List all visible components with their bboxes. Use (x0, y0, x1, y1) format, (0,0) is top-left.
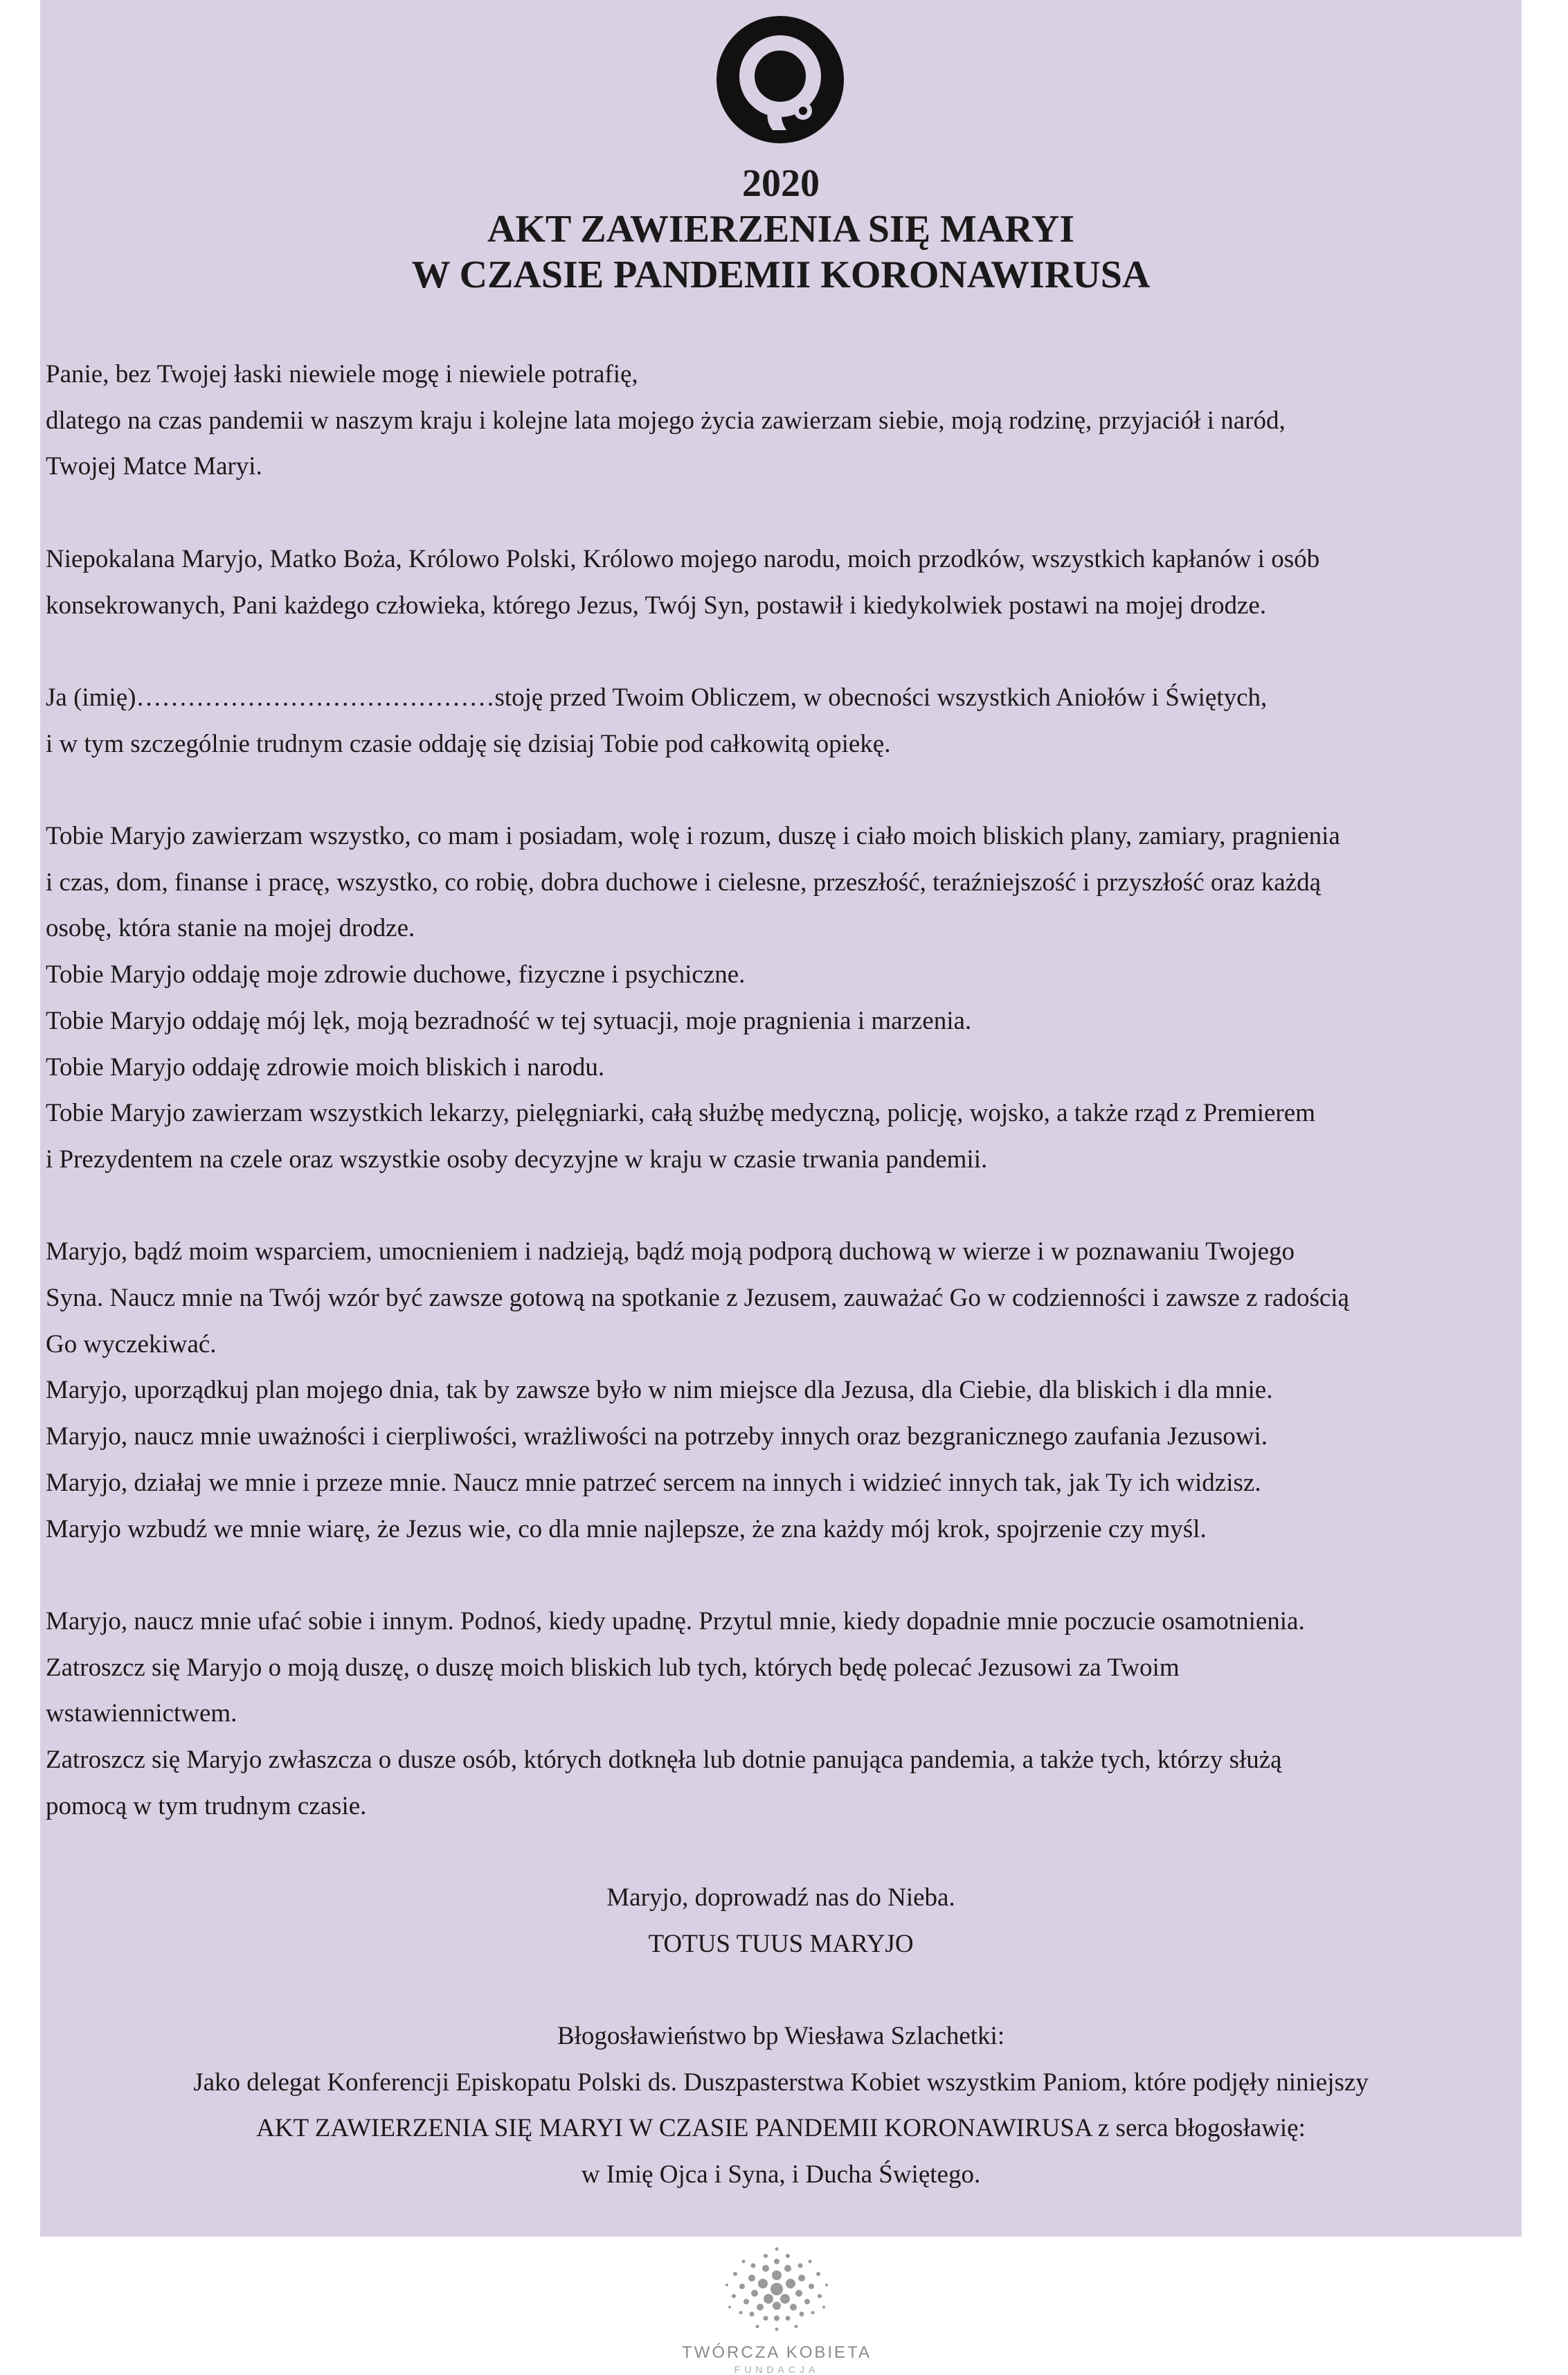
paragraph-line: Zatroszcz się Maryjo o moją duszę, o duszę moich bliskich lub tych, których będę polecać Jezusowi za Twoim (46, 1653, 1180, 1682)
title-line-1: AKT ZAWIERZENIA SIĘ MARYI (487, 208, 1075, 251)
paragraph-line: dlatego na czas pandemii w naszym kraju i kolejne lata mojego życia zawierzam siebie, moją rodzinę, przyjaciół i naród, (46, 406, 1286, 435)
paragraph-line: Tobie Maryjo oddaję zdrowie moich bliskich i narodu. (46, 1052, 605, 1082)
paragraph-line: Maryjo, uporządkuj plan mojego dnia, tak by zawsze było w nim miejsce dla Jezusa, dla Ciebie, dla bliskich i dla mnie. (46, 1376, 1273, 1405)
dotted-sphere-icon (680, 2241, 874, 2345)
footer-brand-text: TWÓRCZA KOBIETA (682, 2343, 872, 2362)
paragraph-line: Niepokalana Maryjo, Matko Boża, Królowo Polski, Królowo mojego narodu, moich przodków, wszystkich kapłanów i osób (46, 544, 1320, 573)
paragraph-line: Tobie Maryjo zawierzam wszystkich lekarzy, pielęgniarki, całą służbę medyczną, policję, wojsko, a także rząd z Premierem (46, 1099, 1315, 1128)
footer-sub-text: FUNDACJA (734, 2364, 820, 2375)
document-title (40, 161, 1522, 298)
closing-line-2: TOTUS TUUS MARYJO (648, 1929, 914, 1958)
paragraph-line: Go wyczekiwać. (46, 1329, 217, 1359)
footer-logo (680, 2241, 874, 2375)
blessing-line-3: AKT ZAWIERZENIA SIĘ MARYI W CZASIE PANDEMII KORONAWIRUSA z serca błogosławię: (256, 2114, 1306, 2143)
paragraph-line: Twojej Matce Maryi. (46, 452, 262, 481)
paragraph-line: konsekrowanych, Pani każdego człowieka, którego Jezus, Twój Syn, postawił i kiedykolwiek postawi na mojej drodze. (46, 591, 1267, 620)
paragraph-line: Tobie Maryjo zawierzam wszystko, co mam i posiadam, wolę i rozum, duszę i ciało moich bliskich plany, zamiary, pragnienia (46, 821, 1340, 850)
paragraph-line: Maryjo, działaj we mnie i przeze mnie. Naucz mnie patrzeć sercem na innych i widzieć innych tak, jak Ty ich widzisz. (46, 1468, 1261, 1497)
paragraph-line: Ja (imię)……………………………………stoję przed Twoim Obliczem, w obecności wszystkich Aniołów i Świętych, (46, 683, 1268, 712)
paragraph-line: Maryjo, naucz mnie uważności i cierpliwości, wrażliwości na potrzeby innych oraz bezgranicznego zaufania Jezusowi. (46, 1422, 1268, 1451)
paragraph-line: i Prezydentem na czele oraz wszystkie osoby decyzyjne w kraju w czasie trwania pandemii. (46, 1145, 988, 1174)
blessing-line-1: Błogosławieństwo bp Wiesława Szlachetki: (557, 2022, 1005, 2050)
blessing-block (40, 2014, 1522, 2198)
paragraph-line: Tobie Maryjo oddaję mój lęk, moją bezradność w tej sytuacji, moje pragnienia i marzenia. (46, 1006, 972, 1035)
paragraph-line: Tobie Maryjo oddaję moje zdrowie duchowe, fizyczne i psychiczne. (46, 960, 746, 989)
blessing-line-2: Jako delegat Konferencji Episkopatu Polski ds. Duszpasterstwa Kobiet wszystkim Paniom, które podjęły niniejszy (193, 2068, 1369, 2097)
paragraph-line: i w tym szczególnie trudnym czasie oddaję się dzisiaj Tobie pod całkowitą opiekę. (46, 729, 891, 758)
paragraph-line: Panie, bez Twojej łaski niewiele mogę i niewiele potrafię, (46, 360, 638, 388)
paragraph-line: Zatroszcz się Maryjo zwłaszcza o dusze osób, których dotknęła lub dotnie panująca pandemia, a także tych, którzy służą (46, 1746, 1282, 1775)
title-line-2: W CZASIE PANDEMII KORONAWIRUSA (411, 253, 1151, 296)
paragraph-line: Maryjo, naucz mnie ufać sobie i innym. Podnoś, kiedy upadnę. Przytul mnie, kiedy dopadnie mnie poczucie osamotnienia. (46, 1606, 1305, 1635)
paragraph-line: Syna. Naucz mnie na Twój wzór być zawsze gotową na spotkanie z Jezusem, zauważać Go w codzienności i zawsze z radością (46, 1284, 1349, 1312)
prayer-body (46, 352, 1516, 1829)
paragraph-line: osobę, która stanie na mojej drodze. (46, 914, 415, 943)
blessing-line-4: w Imię Ojca i Syna, i Ducha Świętego. (581, 2160, 981, 2189)
circle-monogram-icon (714, 14, 846, 145)
paragraph-line: Maryjo, bądź moim wsparciem, umocnieniem i nadzieją, bądź moją podporą duchową w wierze i w poznawaniu Twojego (46, 1237, 1295, 1266)
closing-block (40, 1875, 1522, 1967)
title-year: 2020 (742, 162, 820, 205)
paragraph-line: Maryjo wzbudź we mnie wiarę, że Jezus wie, co dla mnie najlepsze, że zna każdy mój krok, spojrzenie czy myśl. (46, 1514, 1207, 1543)
closing-line-1: Maryjo, doprowadź nas do Nieba. (606, 1883, 955, 1912)
paragraph-line: wstawiennictwem. (46, 1699, 237, 1728)
paragraph-line: pomocą w tym trudnym czasie. (46, 1791, 367, 1820)
paragraph-line: i czas, dom, finanse i pracę, wszystko, co robię, dobra duchowe i cielesne, przeszłość, teraźniejszość i przyszłość oraz każdą (46, 868, 1322, 897)
